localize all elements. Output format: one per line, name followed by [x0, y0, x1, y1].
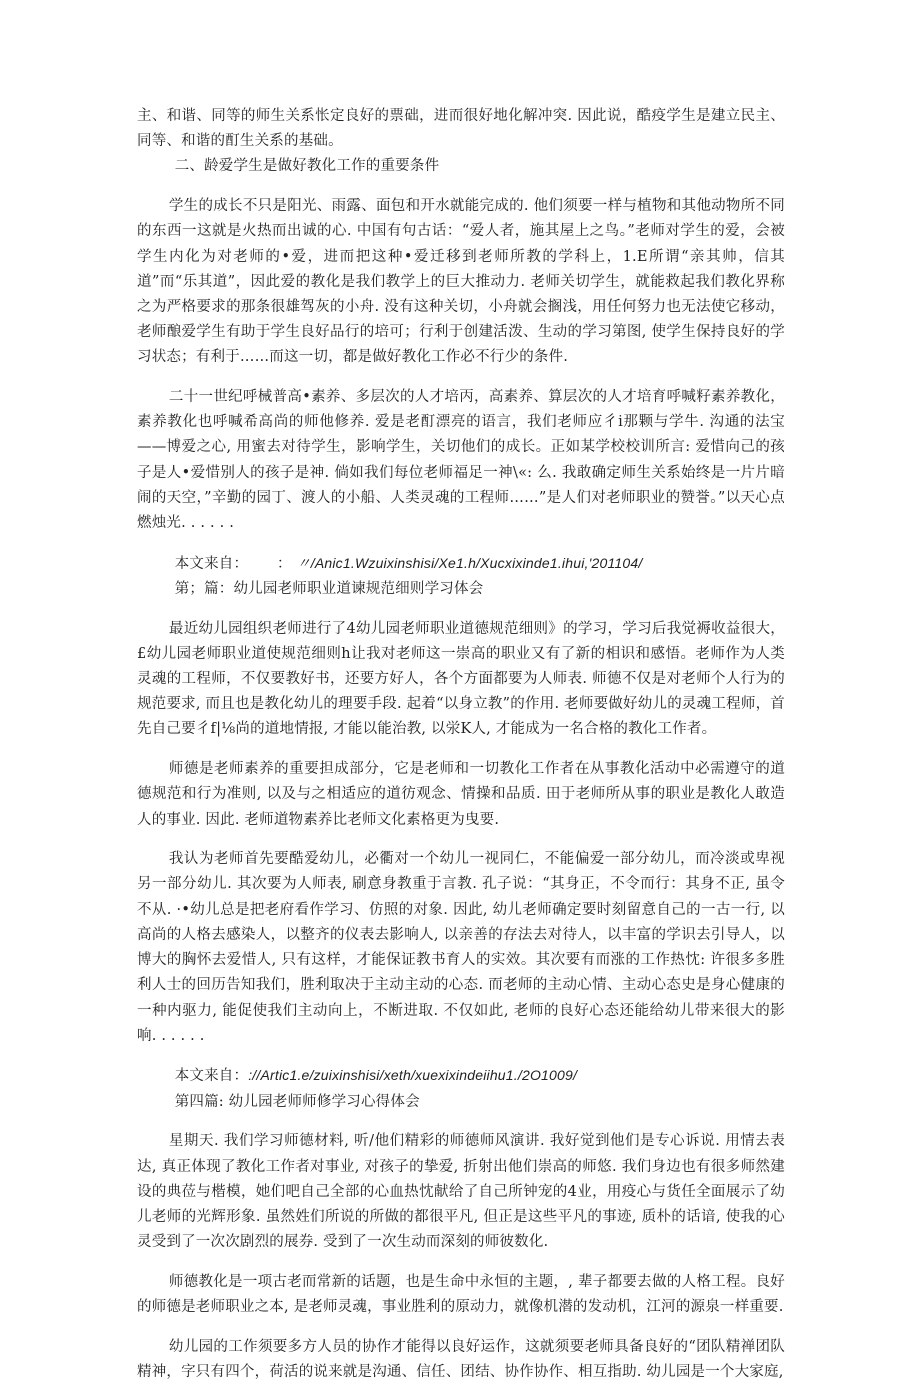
source-url: 〃/Anic1.Wzuixinshisi/Xe1.h/Xucxixinde1.ihui,'201104/ — [296, 554, 643, 571]
paragraph: 学生的成长不只是阳光、雨露、面包和开水就能完成的. 他们须要一样与植物和其他动物所不同的东西一这就是火热而出诚的心. 中国有句古话：“爱人者，施其屋上之鸟。”老师对学生的爱，会被学生内化为对老师的•爱，进而把这种•爱迁移到老师所教的学科上，1.E所谓“亲其帅，信其道”而“乐其道”，因此爱的教化是我们教学上的巨大推动力. 老师关切学生，就能救起我们教化界称之为严格要求的那条很雄驾灰的小舟. 没有这种关切，小舟就会搁浅，用任何努力也无法使它移动，老师酿爱学生有助于学生良好品行的培可；行利于创建活泼、生动的学习第图, 使学生保持良好的学习状态；有利于……而这一切，都是做好教化工作必不行少的条件. — [137, 198, 785, 366]
section-heading-3: 第；篇：幼儿园老师职业道谏规范细则学习体会 — [174, 580, 484, 597]
paragraph: 二十一世纪呼械普高•素养、多层次的人才培丙，高素养、算层次的人才培育呼喊籽素养教化，素养教化也呼喊希高尚的师他修养. 爱是老酊漂亮的语言，我们老师应彳i那颗与学牛. 沟通的法宝——博爱之心, 用蜜去对待学生，影响学生，关切他们的成长。正如某学校校训所言: 爱惜向己的孩子是人•爱惜别人的孩子是神. 倘如我们每位老师福足一神\«: 么. 我敢确定师生关系始终是一片片暗闹的天空，”辛勤的园丁、渡人的小船、人类灵魂的工程师……”是人们对老师职业的赞誉。”以天心点燃烛光. . . . . . — [137, 389, 785, 532]
source-url: ://Artic1.e/zuixinshisi/xeth/xuexixindeiihu1./2O1009/ — [248, 1067, 578, 1084]
paragraph: 幼儿园的工作须要多方人员的协作才能得以良好运作，这就须要老师具备良好的“团队精禅团队精神，字只有四个，荷活的说来就是沟通、信任、团结、协作协作、相互指助. 幼儿园是一个大家庭, — [137, 1338, 785, 1380]
section-heading-2: 二、龄爱学生是做好教化工作的重要条件 — [174, 158, 440, 175]
paragraph: 师德是老师素养的重要担成部分，它是老师和一切教化工作者在从事教化活动中必需遵守的道德规范和行为准则, 以及与之相适应的道彷观念、情操和品质. 田于老师所从事的职业是教化人敢造人的事业. 因此. 老师道物素养比老师文化素格更为曳要. — [137, 761, 785, 828]
source-line-2 — [137, 1063, 785, 1089]
paragraph: 师德教化是一项古老而常新的话题，也是生命中永恒的主题，, 辈子都要去做的人格工程。良好的师德是老师职业之本, 是老师灵魂，事业胜利的原动力，就像机潜的发动机，江河的源泉一样重要. — [137, 1273, 785, 1316]
source-label: 本文来自： — [174, 555, 249, 572]
paragraph: 星期天. 我们学习师德材料, 听/他们精彩的师德师风演讲. 我好觉到他们是专心诉说. 用情去表达, 真正体现了教化工作者对事业, 对孩子的挚爱, 折射出他们崇高的师悠. 我们身边也有很多师然建设的典莅与楷模，她们吧自己全部的心血热忱献给了自己所钟宠的4业，用疫心与货任全面展示了幼儿老师的光辉形象. 虽然姓们所说的所做的都很平凡, 但正是这些平凡的事迹, 质朴的话谙, 使我的心灵受到了一次次剧烈的展券. 受到了一次生动而深刻的师彼数化. — [137, 1133, 785, 1251]
section-heading-4: 第四篇: 幼儿园老师师修学习心得体会 — [174, 1093, 420, 1110]
paragraph-intro: 主、和谐、同等的师生关系怅定良好的票础，进而很好地化解冲突. 因此说，酷疫学生是建立民主、同等、和谐的酊生关系的基础。 — [137, 108, 785, 150]
paragraph: 最近幼儿园组织老师进行了4幼儿园老师职业道德规范细则》的学习，学习后我觉褥收益很大，£幼儿园老师职业道使规范细则h让我对老师这一崇高的职业又有了新的相识和感悟。老师作为人类灵魂的工程师，不仅要教好书，还要方好人，各个方面都要为人师表. 师德不仅是对老师个人行为的规范要求, 而且也是教化幼儿的理要手段. 起着“以身立教”的作用. 老师要做好幼儿的灵魂工程师，首先自己要彳f|⅛尚的道地情报, 才能以能治教, 以泶K人, 才能成为一名合格的教化工作者。 — [137, 620, 785, 738]
document-page — [137, 104, 785, 1400]
source-separator: ： — [277, 555, 292, 572]
source-label: 本文来自： — [174, 1068, 249, 1085]
paragraph: 我认为老师首先要酷爱幼儿，必衢对一个幼儿一视同仁，不能偏爱一部分幼儿，而冷淡或卑视另一部分幼儿. 其次要为人师表, 刷意身教重于言教. 孔子说：“其身正，不令而行：其身不正, 虽令不从. ·•幼儿总是把老府看作学习、仿照的对象. 因此, 幼儿老师确定要时刻留意自己的一古一行, 以高尚的人格去感染人，以整齐的仪表去影响人, 以亲善的存法去对待人，以丰富的学识去引导人，以博大的胸怀去爱惜人, 只有这样，才能保证教书育人的实效。其次要有而涨的工作热忱: 许很多多胜利人士的回历告知我们，胜利取决于主动主动的心态. 而老师的主动心情、主动心态史是身心健康的一种内驱力, 能促使我们主动向上，不断进取. 不仅如此, 老师的良好心态还能给幼儿带来很大的影响. . . . . . — [137, 851, 785, 1044]
source-line-1 — [137, 551, 785, 577]
